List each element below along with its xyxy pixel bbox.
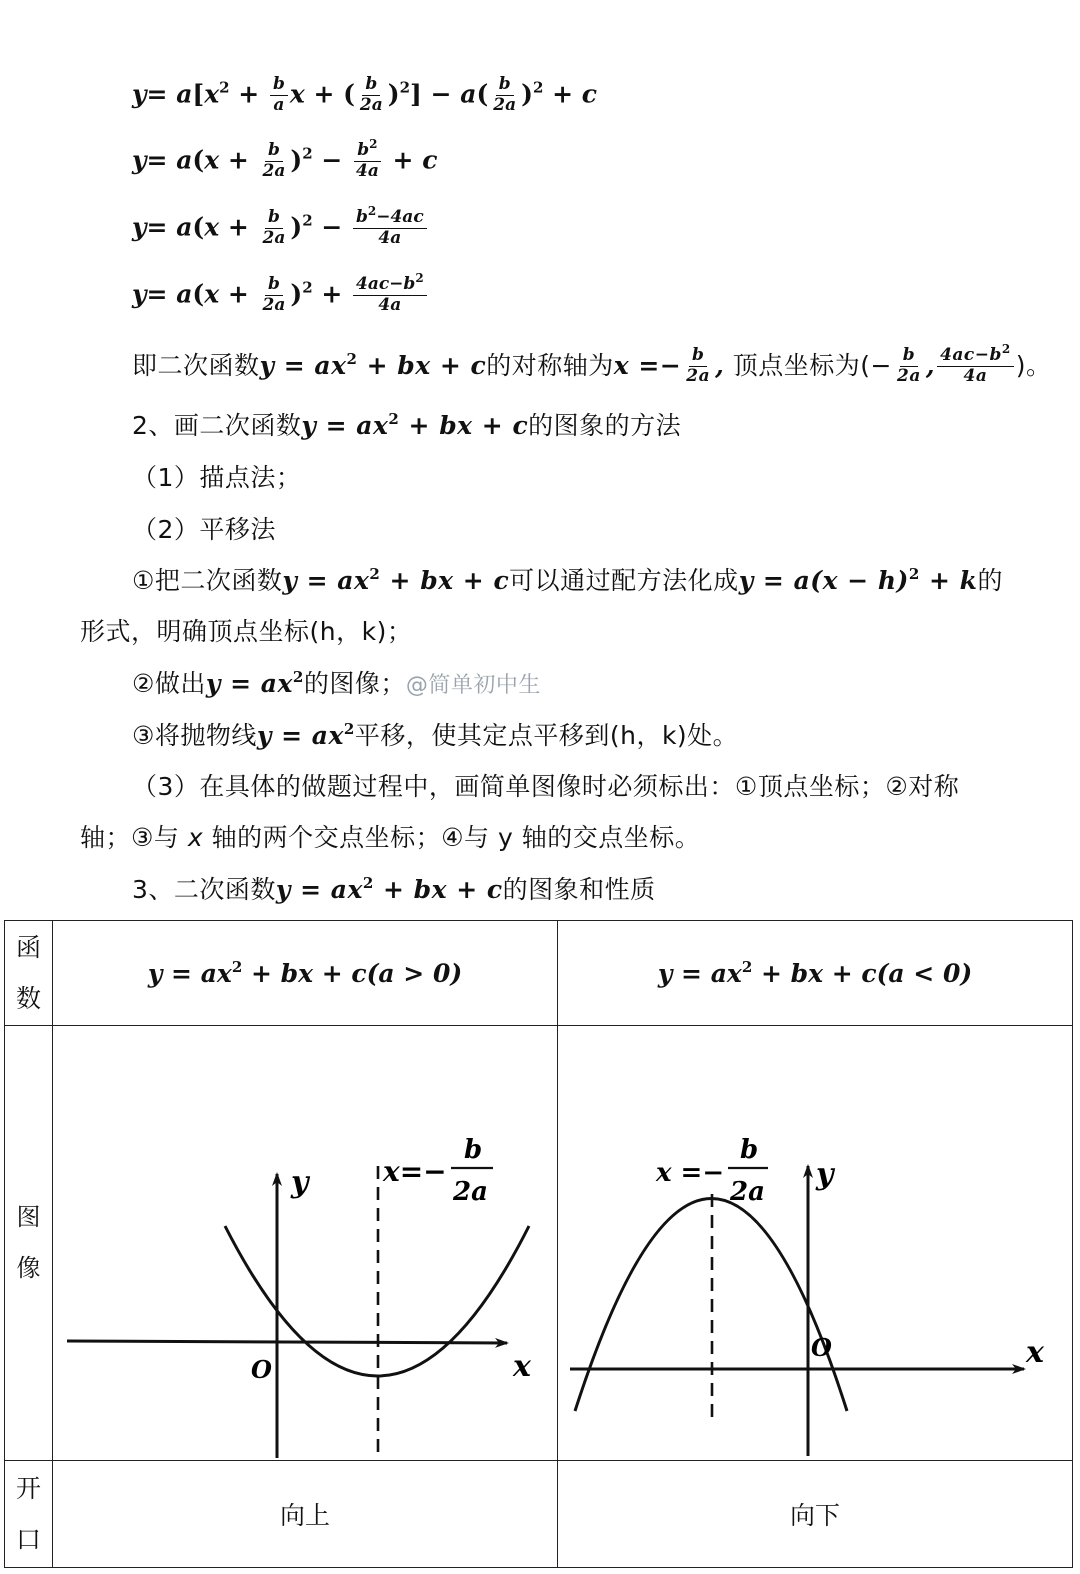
exponent: 2	[231, 957, 243, 976]
var-x: x	[187, 823, 204, 852]
section-3-heading	[132, 870, 656, 906]
step-b-suffix: 的图像；	[303, 669, 406, 698]
fraction-b-over-2a	[260, 141, 289, 181]
parabola-up-graph	[53, 1026, 557, 1460]
fn-expression: y = ax	[657, 958, 742, 988]
fraction-discriminant-over-4a	[353, 204, 427, 248]
numerator: b	[689, 346, 707, 367]
minus: −	[312, 145, 351, 175]
step-a-suffix: 的	[977, 566, 1004, 595]
numerator: b	[265, 275, 283, 296]
numerator	[354, 137, 380, 162]
fn-expression-rest: + bx + c	[373, 875, 503, 904]
plus: +	[229, 79, 268, 109]
exponent: 2	[415, 271, 424, 285]
y-label: y	[816, 1157, 834, 1192]
origin-label: O	[251, 1355, 272, 1384]
exponent: 2	[367, 204, 377, 218]
step-b-prefix: ②做出	[132, 669, 206, 698]
denominator: 4a	[378, 227, 402, 248]
bracket-open: [	[192, 79, 205, 109]
step-c-suffix: 平移，使其定点平移到(h，k)处。	[354, 721, 739, 750]
denominator: 4a	[355, 160, 379, 181]
numerator: b	[900, 346, 918, 367]
header-a-positive	[53, 921, 558, 1026]
exponent: 2	[399, 78, 411, 97]
fn-expression: y = ax	[259, 351, 347, 380]
numerator: b	[496, 75, 514, 96]
label-char: 图	[16, 1203, 41, 1231]
vertex-form: y = a(x − h)	[738, 566, 909, 595]
conclusion-line	[132, 341, 1052, 387]
numerator: b	[265, 208, 283, 229]
step-a-mid: 可以通过配方法化成	[509, 566, 739, 595]
denominator: 4a	[963, 365, 988, 386]
denominator: 2a	[262, 227, 286, 248]
paren-close: )	[290, 279, 303, 309]
translation-step-1	[132, 561, 1003, 597]
step-c-prefix: ③将抛物线	[132, 721, 257, 750]
comma: ,	[925, 351, 936, 380]
plus: +	[543, 79, 582, 109]
exponent: 2	[741, 957, 753, 976]
paren-open: (	[476, 79, 489, 109]
fn-expression: y = ax	[282, 566, 370, 595]
exponent: 2	[302, 211, 313, 230]
fraction-b-over-2a	[357, 75, 386, 115]
table-row-opening	[5, 1461, 1073, 1568]
derivation-step-3	[132, 204, 429, 249]
denominator: 2a	[493, 94, 517, 115]
var-y: y	[132, 212, 147, 242]
equals: =	[146, 79, 177, 109]
var-a: a	[460, 79, 477, 109]
derivation-step-2	[132, 137, 438, 182]
fn-expression-rest: + bx + c	[380, 566, 510, 595]
label-char: 像	[16, 1254, 41, 1282]
fn-expression: y = ax	[147, 958, 232, 988]
fraction-b-over-2a	[490, 75, 519, 115]
parabola-down-graph	[558, 1026, 1072, 1460]
label-char: 开	[15, 1474, 41, 1503]
exponent: 2	[292, 668, 304, 686]
label-char: 数	[15, 984, 41, 1013]
symmetry-axis-label: x=−	[383, 1155, 447, 1188]
var-x: x	[204, 79, 220, 109]
fraction-b-over-a	[270, 75, 288, 115]
numerator	[937, 341, 1014, 367]
fn-expression-rest: + bx + c	[399, 411, 529, 440]
fraction-b-over-2a	[894, 346, 924, 386]
section-2-heading	[132, 406, 681, 442]
bracket-close: ]	[410, 79, 422, 109]
method-2: （2）平移法	[132, 515, 276, 544]
plus: +	[312, 279, 351, 309]
denominator: 2a	[686, 365, 711, 386]
var-x: x	[204, 279, 220, 309]
x-axis	[67, 1341, 507, 1343]
num-b: b	[355, 207, 368, 227]
graph-cell-downward	[558, 1026, 1073, 1461]
denominator: 2a	[262, 160, 286, 181]
sec3-prefix: 3、二次函数	[132, 875, 276, 904]
plus: +	[219, 279, 258, 309]
fraction-b-over-2a	[260, 208, 289, 248]
equals: =	[146, 212, 177, 242]
properties-table	[4, 920, 1073, 1568]
fn-expression: y = ax	[275, 875, 363, 904]
var-y: y	[132, 145, 147, 175]
sec2-suffix: 的图象的方法	[528, 411, 682, 440]
var-x: x	[204, 212, 220, 242]
fn-expression-rest: + bx + c(a < 0)	[752, 958, 973, 988]
fn-expression-rest: + bx + c(a > 0)	[242, 958, 463, 988]
symmetry-axis-label: x =−	[656, 1158, 725, 1188]
exponent: 2	[302, 278, 313, 297]
fn-expression-rest: + bx + c	[357, 351, 487, 380]
fraction-vertex-y-over-4a	[353, 271, 427, 315]
var-x: x	[289, 79, 305, 109]
minus: −	[312, 212, 351, 242]
var-c: c	[422, 145, 438, 175]
comma: ,	[715, 351, 725, 380]
numerator: b	[362, 75, 380, 96]
equals: =	[146, 145, 177, 175]
m3-part-b: 轴的两个交点坐标；④与 y 轴的交点坐标。	[203, 823, 701, 852]
numerator: b	[265, 141, 283, 162]
vertex-form-rest: + k	[919, 566, 978, 595]
label-char: 口	[15, 1525, 41, 1554]
exponent: 2	[532, 78, 544, 97]
opening-down: 向下	[558, 1461, 1073, 1568]
paren-close: )	[290, 212, 303, 242]
num-expr: 4ac−b	[355, 274, 416, 294]
paren-open: (	[192, 145, 205, 175]
exponent: 2	[369, 137, 378, 151]
var-a: a	[176, 212, 193, 242]
derivation-step-4	[132, 271, 429, 316]
conclusion-prefix: 即二次函数	[132, 351, 260, 380]
origin-label: O	[811, 1333, 832, 1362]
fn-expression: y = ax	[256, 721, 344, 750]
var-y: y	[132, 79, 147, 109]
m3-part-a: 轴；③与	[80, 823, 188, 852]
translation-step-3	[132, 716, 738, 752]
x-label: x	[1026, 1335, 1044, 1370]
vertex-label: 顶点坐标为(−	[724, 351, 893, 380]
paren-open: (	[192, 279, 205, 309]
exponent: 2	[369, 565, 381, 583]
y-label: y	[291, 1165, 309, 1200]
denominator: 2a	[359, 94, 383, 115]
symmetry-axis-denominator: 2a	[730, 1177, 765, 1207]
conclusion-end: )。	[1015, 351, 1052, 380]
fraction-b-over-2a	[683, 346, 713, 386]
axis-expression: x =−	[613, 351, 682, 380]
table-row-function	[5, 921, 1073, 1026]
paren-open: (	[192, 212, 205, 242]
numerator	[353, 271, 427, 296]
denominator: 2a	[897, 365, 921, 386]
graph-cell-upward	[53, 1026, 558, 1461]
exponent: 2	[908, 565, 920, 583]
conclusion-mid: 的对称轴为	[486, 351, 614, 380]
numerator: b	[270, 75, 288, 96]
symmetry-axis-numerator: b	[464, 1135, 483, 1165]
exponent: 2	[388, 410, 400, 428]
plus: +	[219, 212, 258, 242]
table-row-image	[5, 1026, 1073, 1461]
header-a-negative	[558, 921, 1073, 1026]
label-char: 函	[15, 933, 41, 962]
var-x: x	[204, 145, 220, 175]
denominator: 2a	[262, 294, 286, 315]
denominator: a	[273, 94, 285, 115]
num-b: b	[357, 140, 370, 160]
paren-close: )	[290, 145, 303, 175]
step-a-prefix: ①把二次函数	[132, 566, 283, 595]
var-a: a	[176, 145, 193, 175]
fn-expression: y = ax	[301, 411, 389, 440]
paren-close: )	[387, 79, 400, 109]
exponent: 2	[1001, 341, 1011, 356]
numerator	[353, 204, 427, 229]
exponent: 2	[362, 874, 374, 892]
minus: −	[421, 79, 461, 109]
row-label-opening	[5, 1461, 53, 1568]
opening-up: 向上	[53, 1461, 558, 1568]
row-label-image	[5, 1026, 53, 1461]
method-1: （1）描点法；	[132, 463, 302, 492]
watermark: @简单初中生	[405, 673, 541, 698]
symmetry-axis-numerator: b	[740, 1135, 759, 1165]
num-rest: −4ac	[376, 207, 424, 227]
sec3-suffix: 的图象和性质	[502, 875, 656, 904]
equals: =	[146, 279, 177, 309]
exponent: 2	[343, 720, 355, 738]
symmetry-axis-denominator: 2a	[453, 1177, 488, 1207]
plus: +	[219, 145, 258, 175]
sec2-prefix: 2、画二次函数	[132, 411, 302, 440]
denominator: 4a	[378, 294, 402, 315]
plus-paren: + (	[304, 79, 355, 109]
var-y: y	[132, 279, 147, 309]
fraction-b-over-2a	[260, 275, 289, 315]
fraction-vertex-y	[937, 341, 1014, 386]
exponent: 2	[346, 350, 358, 368]
x-label: x	[513, 1349, 531, 1384]
var-a: a	[176, 279, 193, 309]
fraction-b2-over-4a	[353, 137, 382, 181]
exponent: 2	[302, 144, 313, 163]
var-c: c	[581, 79, 598, 109]
paren-close: )	[521, 79, 533, 109]
translation-step-1-cont: 形式，明确顶点坐标(h，k)；	[80, 617, 413, 646]
var-a: a	[176, 79, 193, 109]
translation-step-2	[132, 664, 541, 700]
fn-expression: y = ax	[205, 669, 293, 698]
row-label-function	[5, 921, 53, 1026]
method-3-line-1: （3）在具体的做题过程中，画简单图像时必须标出：①顶点坐标；②对称	[132, 772, 960, 801]
method-3-line-2	[80, 818, 700, 854]
num-expr: 4ac−b	[940, 344, 1002, 365]
derivation-step-1	[132, 76, 597, 116]
plus: +	[383, 145, 423, 175]
exponent: 2	[219, 78, 230, 97]
